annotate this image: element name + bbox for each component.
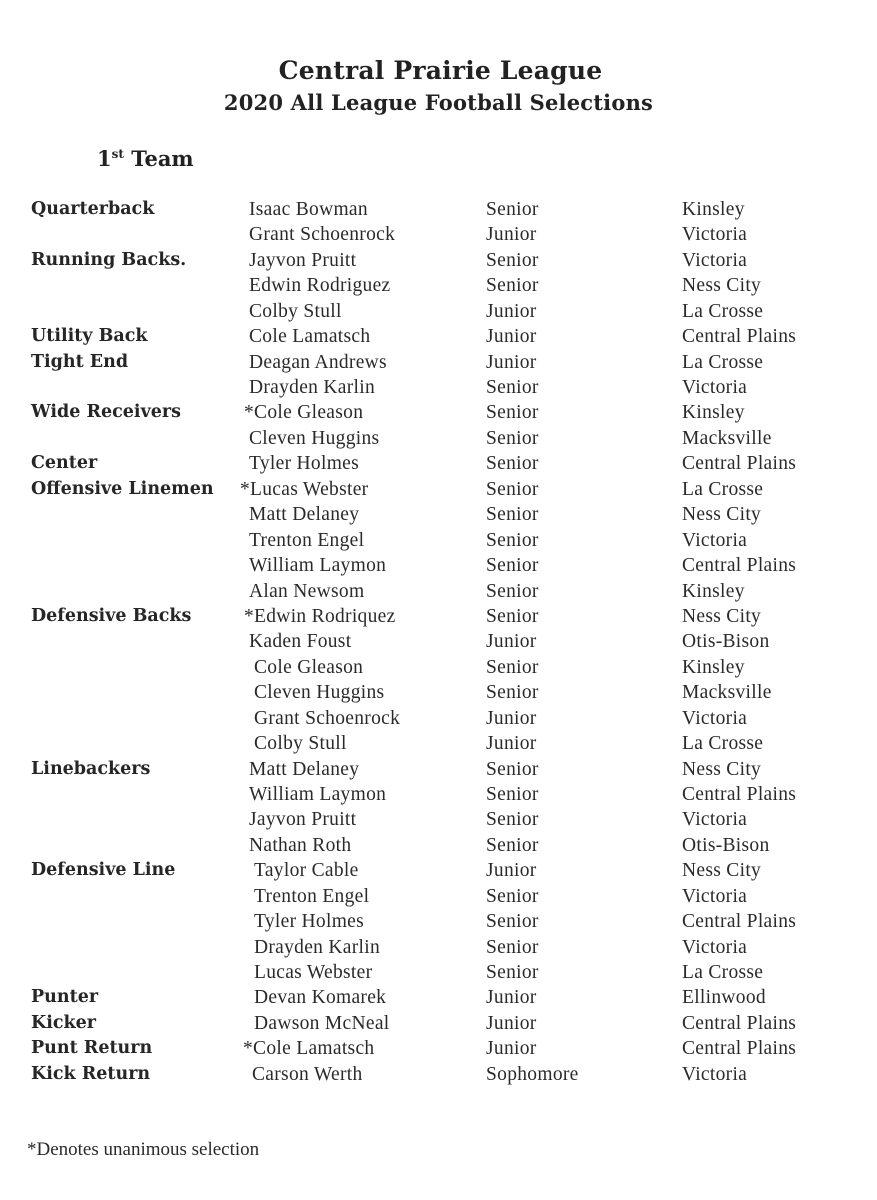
- table-row: [0, 606, 877, 631]
- table-row: [0, 911, 877, 936]
- player-class: Senior: [486, 555, 539, 576]
- player-name: *Cole Lamatsch: [243, 1038, 375, 1060]
- player-name: Trenton Engel: [254, 885, 370, 907]
- player-name: Jayvon Pruitt: [249, 249, 357, 271]
- player-name: Grant Schoenrock: [249, 224, 396, 246]
- position-label: Center: [31, 453, 98, 474]
- player-name: Nathan Roth: [249, 834, 352, 856]
- table-row: [0, 987, 877, 1012]
- player-class: Senior: [486, 580, 539, 602]
- position-label: Defensive Line: [31, 860, 176, 881]
- document-subtitle: 2020 All League Football Selections: [223, 90, 654, 115]
- table-row: [0, 377, 877, 402]
- player-class: Senior: [486, 911, 539, 932]
- table-row: [0, 1038, 877, 1063]
- player-name: Tyler Holmes: [254, 911, 365, 932]
- player-name: Jayvon Pruitt: [249, 809, 357, 831]
- player-class: Junior: [486, 707, 537, 729]
- team-heading: [97, 146, 194, 171]
- player-name: Matt Delaney: [249, 504, 360, 526]
- table-row: [0, 1064, 877, 1089]
- player-name: William Laymon: [249, 555, 387, 576]
- table-row: [0, 886, 877, 911]
- player-name: *Edwin Rodriquez: [244, 605, 396, 627]
- player-class: Senior: [486, 453, 539, 475]
- table-row: [0, 224, 877, 249]
- player-name: Cleven Huggins: [249, 427, 380, 449]
- table-row: [0, 835, 877, 860]
- player-school: Victoria: [682, 936, 748, 958]
- player-class: Senior: [486, 427, 539, 449]
- player-name: Deagan Andrews: [249, 351, 387, 373]
- player-class: Senior: [486, 478, 539, 500]
- player-class: Senior: [486, 783, 539, 805]
- player-name: Kaden Foust: [249, 631, 352, 653]
- player-school: Central Plains: [682, 1038, 797, 1060]
- table-row: [0, 631, 877, 656]
- player-school: Central Plains: [682, 783, 797, 805]
- player-class: Senior: [486, 682, 539, 704]
- table-row: [0, 326, 877, 351]
- position-label: Punter: [31, 987, 99, 1008]
- table-row: [0, 962, 877, 987]
- player-school: Macksville: [682, 682, 772, 704]
- player-name: Drayden Karlin: [254, 936, 381, 958]
- player-class: Senior: [486, 936, 539, 958]
- table-row: [0, 402, 877, 427]
- player-class: Sophomore: [486, 1063, 579, 1085]
- position-label: Punt Return: [31, 1038, 153, 1059]
- table-row: [0, 937, 877, 962]
- player-name: *Cole Gleason: [244, 402, 364, 424]
- table-row: [0, 759, 877, 784]
- player-name: Dawson McNeal: [254, 1012, 390, 1034]
- table-row: [0, 352, 877, 377]
- player-school: Ness City: [682, 860, 762, 882]
- player-class: Senior: [486, 809, 539, 831]
- player-school: Victoria: [682, 377, 748, 398]
- player-name: Tyler Holmes: [249, 453, 360, 475]
- player-school: Kinsley: [682, 656, 745, 678]
- player-class: Junior: [486, 987, 537, 1009]
- player-school: La Crosse: [682, 733, 764, 754]
- player-class: Senior: [486, 605, 539, 627]
- team-label: Team: [123, 146, 194, 171]
- table-row: [0, 250, 877, 275]
- player-school: Ness City: [682, 605, 762, 627]
- player-class: Junior: [486, 326, 537, 348]
- table-row: [0, 708, 877, 733]
- player-class: Senior: [486, 377, 539, 398]
- player-class: Junior: [486, 1038, 537, 1060]
- table-row: [0, 784, 877, 809]
- table-row: [0, 682, 877, 707]
- player-school: Kinsley: [682, 199, 745, 220]
- player-school: Otis-Bison: [682, 834, 770, 856]
- player-school: Kinsley: [682, 580, 745, 602]
- player-class: Senior: [486, 402, 539, 424]
- table-row: [0, 479, 877, 504]
- player-school: Ness City: [682, 275, 762, 297]
- player-school: Kinsley: [682, 402, 745, 424]
- table-row: [0, 301, 877, 326]
- player-class: Senior: [486, 529, 539, 551]
- player-name: Cole Gleason: [254, 656, 364, 678]
- player-name: Drayden Karlin: [249, 377, 376, 398]
- position-label: Kick Return: [31, 1063, 151, 1084]
- player-name: Cole Lamatsch: [249, 326, 371, 348]
- player-name: Edwin Rodriguez: [249, 275, 391, 297]
- player-name: Matt Delaney: [249, 758, 360, 780]
- player-school: Central Plains: [682, 555, 797, 576]
- position-label: Wide Receivers: [31, 402, 181, 423]
- position-label: Kicker: [31, 1012, 96, 1033]
- player-school: Central Plains: [682, 911, 797, 932]
- player-class: Junior: [486, 631, 537, 653]
- player-school: Central Plains: [682, 453, 797, 475]
- player-school: Ellinwood: [682, 987, 766, 1009]
- player-class: Senior: [486, 275, 539, 297]
- player-school: Victoria: [682, 885, 748, 907]
- table-row: [0, 275, 877, 300]
- table-row: [0, 504, 877, 529]
- position-label: Defensive Backs: [31, 605, 192, 626]
- player-school: La Crosse: [682, 351, 764, 373]
- table-row: [0, 581, 877, 606]
- player-class: Junior: [486, 224, 537, 246]
- player-name: Colby Stull: [254, 733, 347, 754]
- player-name: *Lucas Webster: [240, 478, 369, 500]
- table-row: [0, 530, 877, 555]
- player-name: Trenton Engel: [249, 529, 365, 551]
- table-row: [0, 860, 877, 885]
- player-class: Senior: [486, 834, 539, 856]
- position-label: Quarterback: [31, 199, 155, 219]
- player-class: Senior: [486, 656, 539, 678]
- player-school: Victoria: [682, 707, 748, 729]
- team-number: 1: [97, 146, 112, 171]
- table-row: [0, 733, 877, 758]
- player-school: Victoria: [682, 1063, 748, 1085]
- player-class: Senior: [486, 758, 539, 780]
- table-row: [0, 555, 877, 580]
- position-label: Tight End: [31, 351, 129, 372]
- player-name: Alan Newsom: [249, 580, 365, 602]
- player-school: Central Plains: [682, 1012, 797, 1034]
- player-name: Lucas Webster: [254, 961, 373, 983]
- player-class: Senior: [486, 885, 539, 907]
- player-school: La Crosse: [682, 300, 764, 322]
- player-school: Victoria: [682, 224, 748, 246]
- player-class: Junior: [486, 351, 537, 373]
- player-name: Colby Stull: [249, 300, 342, 322]
- player-school: Ness City: [682, 758, 762, 780]
- player-school: La Crosse: [682, 478, 764, 500]
- player-name: Cleven Huggins: [254, 682, 385, 704]
- player-school: Victoria: [682, 249, 748, 271]
- table-row: [0, 1013, 877, 1038]
- table-row: [0, 657, 877, 682]
- position-label: Running Backs.: [31, 249, 187, 270]
- position-label: Utility Back: [31, 326, 148, 347]
- position-label: Linebackers: [31, 758, 151, 779]
- player-class: Senior: [486, 199, 539, 220]
- player-name: Taylor Cable: [254, 860, 359, 882]
- player-name: Devan Komarek: [254, 987, 387, 1009]
- player-school: Central Plains: [682, 326, 797, 348]
- table-row: [0, 199, 877, 224]
- player-class: Junior: [486, 733, 537, 754]
- player-school: Victoria: [682, 529, 748, 551]
- document-title: Central Prairie League: [278, 56, 603, 85]
- player-school: La Crosse: [682, 961, 764, 983]
- player-school: Victoria: [682, 809, 748, 831]
- player-school: Otis-Bison: [682, 631, 770, 653]
- player-name: William Laymon: [249, 783, 387, 805]
- player-name: Grant Schoenrock: [254, 707, 401, 729]
- player-name: Isaac Bowman: [249, 199, 368, 220]
- footnote: *Denotes unanimous selection: [27, 1139, 260, 1160]
- player-class: Junior: [486, 860, 537, 882]
- player-name: Carson Werth: [252, 1063, 363, 1085]
- player-class: Senior: [486, 961, 539, 983]
- table-row: [0, 453, 877, 478]
- team-ordinal-suffix: st: [111, 147, 124, 161]
- player-class: Junior: [486, 300, 537, 322]
- player-class: Senior: [486, 504, 539, 526]
- table-row: [0, 809, 877, 834]
- table-row: [0, 428, 877, 453]
- position-label: Offensive Linemen: [31, 478, 214, 499]
- player-school: Macksville: [682, 427, 772, 449]
- player-class: Senior: [486, 249, 539, 271]
- player-class: Junior: [486, 1012, 537, 1034]
- player-school: Ness City: [682, 504, 762, 526]
